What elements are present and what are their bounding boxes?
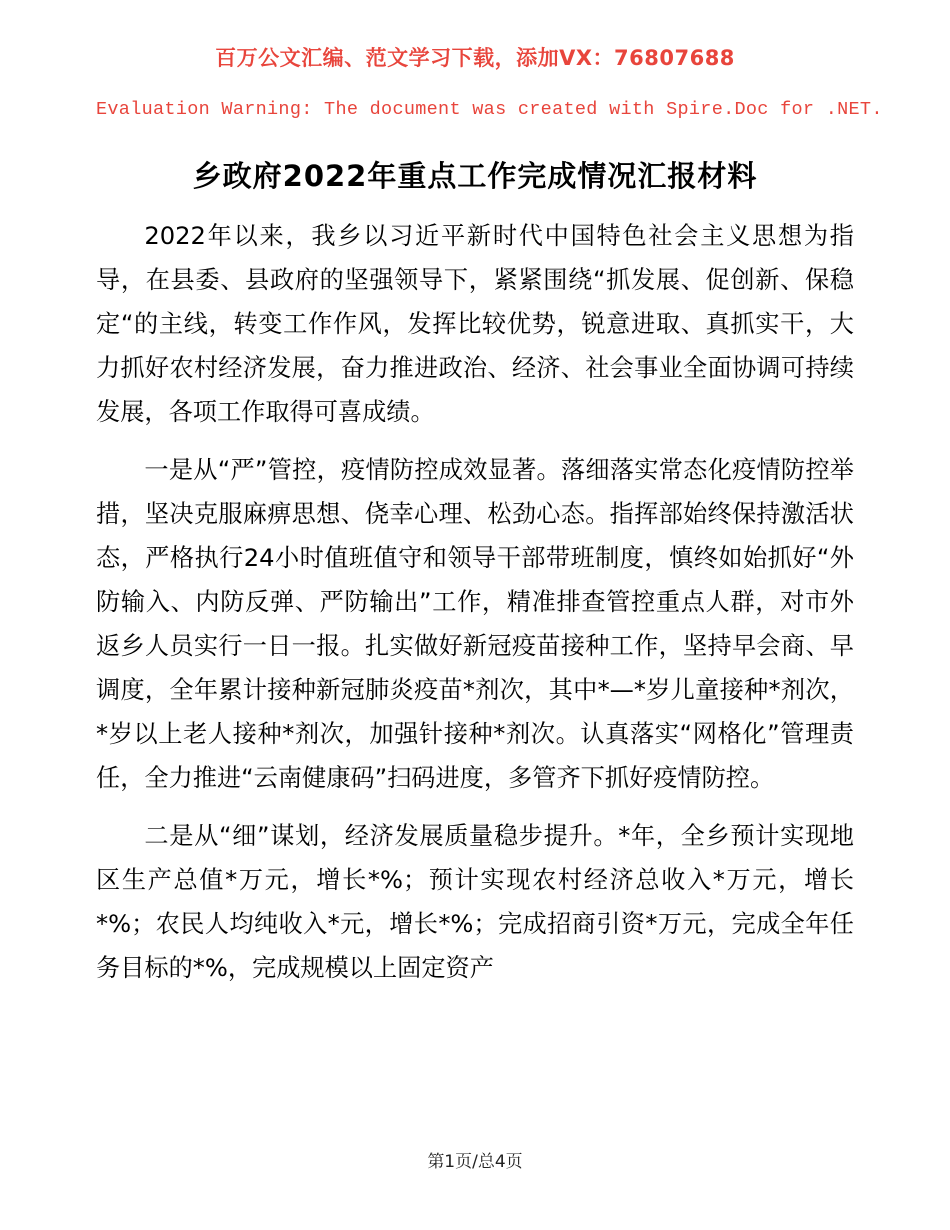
body-paragraph: 2022年以来，我乡以习近平新时代中国特色社会主义思想为指导，在县委、县政府的坚强领导下，紧紧围绕“抓发展、促创新、保稳定“的主线，转变工作作风，发挥比较优势，锐意进取、真抓实干，大力抓好农村经济发展，奋力推进政治、经济、社会事业全面协调可持续发展，各项工作取得可喜成绩。 — [96, 222, 854, 427]
evaluation-warning-text: Evaluation Warning: The document was created with Spire.Doc for .NET. — [96, 99, 883, 120]
page-footer: 第1页/总4页 — [427, 1152, 523, 1172]
body-paragraph: 二是从“细”谋划，经济发展质量稳步提升。*年，全乡预计实现地区生产总值*万元，增长*%；预计实现农村经济总收入*万元，增长*%；农民人均纯收入*元，增长*%；完成招商引资*万元，完成全年任务目标的*%，完成规模以上固定资产 — [96, 822, 854, 983]
body-paragraph: 一是从“严”管控，疫情防控成效显著。落细落实常态化疫情防控举措，坚决克服麻痹思想、侥幸心理、松劲心态。指挥部始终保持激活状态，严格执行24小时值班值守和领导干部带班制度，慎终如始抓好“外防输入、内防反弹、严防输出”工作，精准排查管控重点人群，对市外返乡人员实行一日一报。扎实做好新冠疫苗接种工作，坚持早会商、早调度，全年累计接种新冠肺炎疫苗*剂次，其中*—*岁儿童接种*剂次，*岁以上老人接种*剂次，加强针接种*剂次。认真落实“网格化”管理责任，全力推进“云南健康码”扫码进度，多管齐下抓好疫情防控。 — [96, 456, 854, 793]
promo-watermark-banner: 百万公文汇编、范文学习下载，添加VX：76807688 — [215, 46, 735, 70]
document-body — [96, 214, 854, 990]
page-title: 乡政府2022年重点工作完成情况汇报材料 — [192, 159, 758, 193]
